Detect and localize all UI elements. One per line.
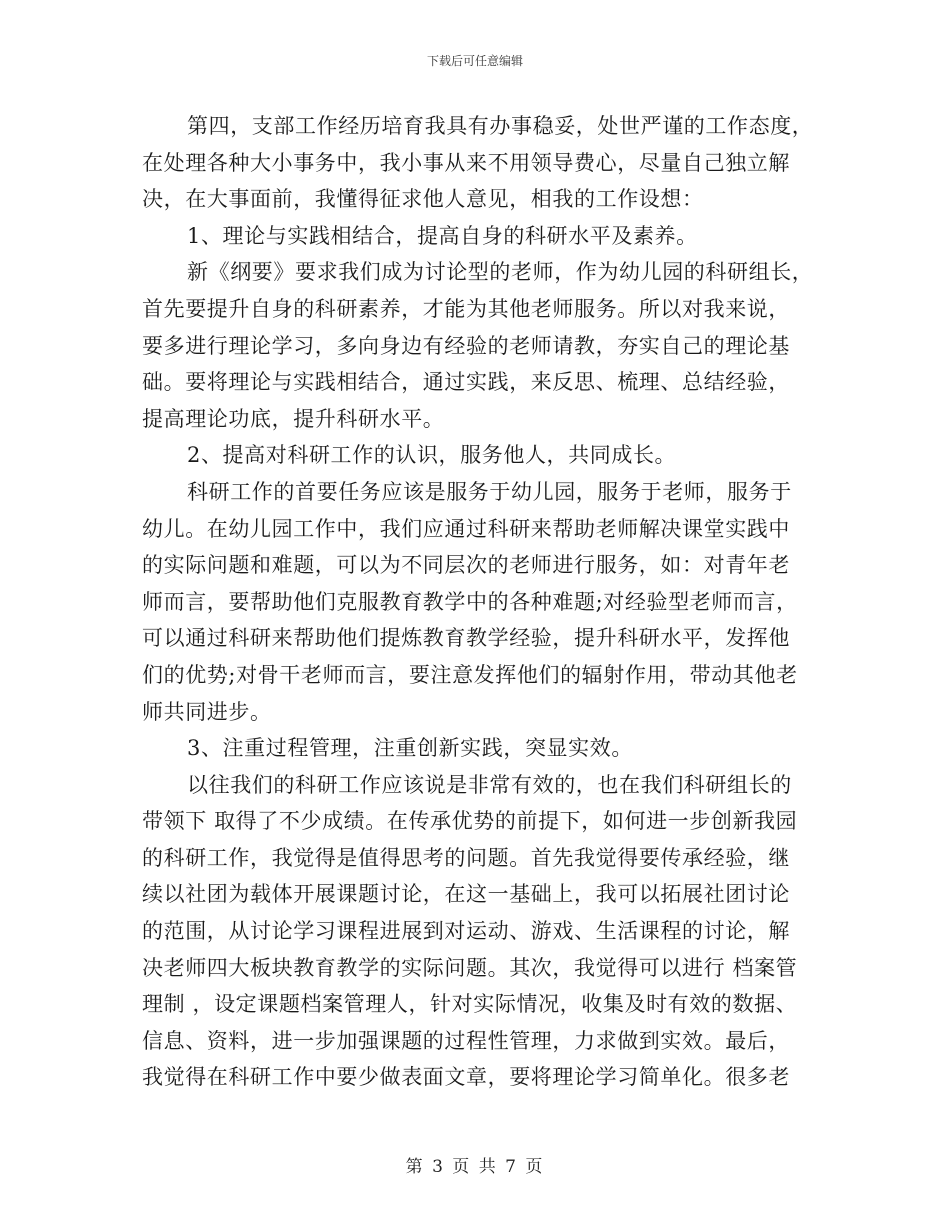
text-line: 续以社团为载体开展课题讨论，在这一基础上，我可以拓展社团讨论 bbox=[142, 882, 790, 907]
text-line: 以往我们的科研工作应该说是非常有效的，也在我们科研组长的 bbox=[187, 772, 792, 797]
text-line: 决，在大事面前，我懂得征求他人意见，相我的工作设想： bbox=[142, 187, 704, 212]
text-line: 科研工作的首要任务应该是服务于幼儿园，服务于老师，服务于 bbox=[187, 479, 792, 504]
text-line: 3、注重过程管理，注重创新实践，突显实效。 bbox=[187, 736, 633, 761]
text-line: 提高理论功底，提升科研水平。 bbox=[142, 406, 445, 431]
text-line: 带领下 取得了不少成绩。在传承优势的前提下，如何进一步创新我园 bbox=[142, 809, 798, 834]
text-line: 我觉得在科研工作中要少做表面文章，要将理论学习简单化。很多老 bbox=[142, 1065, 790, 1090]
text-line: 理制 ，设定课题档案管理人，针对实际情况，收集及时有效的数据、 bbox=[142, 992, 798, 1017]
page-footer: 第 3 页 共 7 页 bbox=[405, 1157, 545, 1177]
page-header: 下载后可任意编辑 bbox=[426, 54, 523, 68]
text-line: 的实际问题和难题，可以为不同层次的老师进行服务，如：对青年老 bbox=[142, 553, 790, 578]
text-line: 师而言，要帮助他们克服教育教学中的各种难题;对经验型老师而言， bbox=[142, 589, 798, 614]
text-line: 首先要提升自身的科研素养，才能为其他老师服务。所以对我来说， bbox=[142, 296, 790, 321]
text-line: 们的优势;对骨干老师而言，要注意发挥他们的辐射作用，带动其他老 bbox=[142, 662, 798, 687]
document-body bbox=[142, 108, 812, 1096]
text-line: 在处理各种大小事务中，我小事从来不用领导费心，尽量自己独立解 bbox=[142, 150, 790, 175]
text-line: 师共同进步。 bbox=[142, 699, 272, 724]
text-line: 2、提高对科研工作的认识，服务他人，共同成长。 bbox=[187, 443, 677, 468]
text-line: 1、理论与实践相结合，提高自身的科研水平及素养。 bbox=[187, 223, 698, 248]
text-line: 信息、资料，进一步加强课题的过程性管理，力求做到实效。最后， bbox=[142, 1028, 790, 1053]
text-line: 幼儿。在幼儿园工作中，我们应通过科研来帮助老师解决课堂实践中 bbox=[142, 516, 790, 541]
text-line: 第四，支部工作经历培育我具有办事稳妥，处世严谨的工作态度， bbox=[187, 114, 814, 138]
text-line: 新《纲要》要求我们成为讨论型的老师，作为幼儿园的科研组长， bbox=[187, 260, 814, 285]
text-line: 础。要将理论与实践相结合，通过实践，来反思、梳理、总结经验， bbox=[142, 370, 790, 395]
text-line: 决老师四大板块教育教学的实际问题。其次，我觉得可以进行 档案管 bbox=[142, 955, 798, 980]
text-line: 可以通过科研来帮助他们提炼教育教学经验，提升科研水平，发挥他 bbox=[142, 626, 790, 651]
text-line: 要多进行理论学习，多向身边有经验的老师请教，夯实自己的理论基 bbox=[142, 333, 790, 358]
text-line: 的范围，从讨论学习课程进展到对运动、游戏、生活课程的讨论，解 bbox=[142, 919, 790, 944]
text-line: 的科研工作，我觉得是值得思考的问题。首先我觉得要传承经验，继 bbox=[142, 845, 790, 870]
